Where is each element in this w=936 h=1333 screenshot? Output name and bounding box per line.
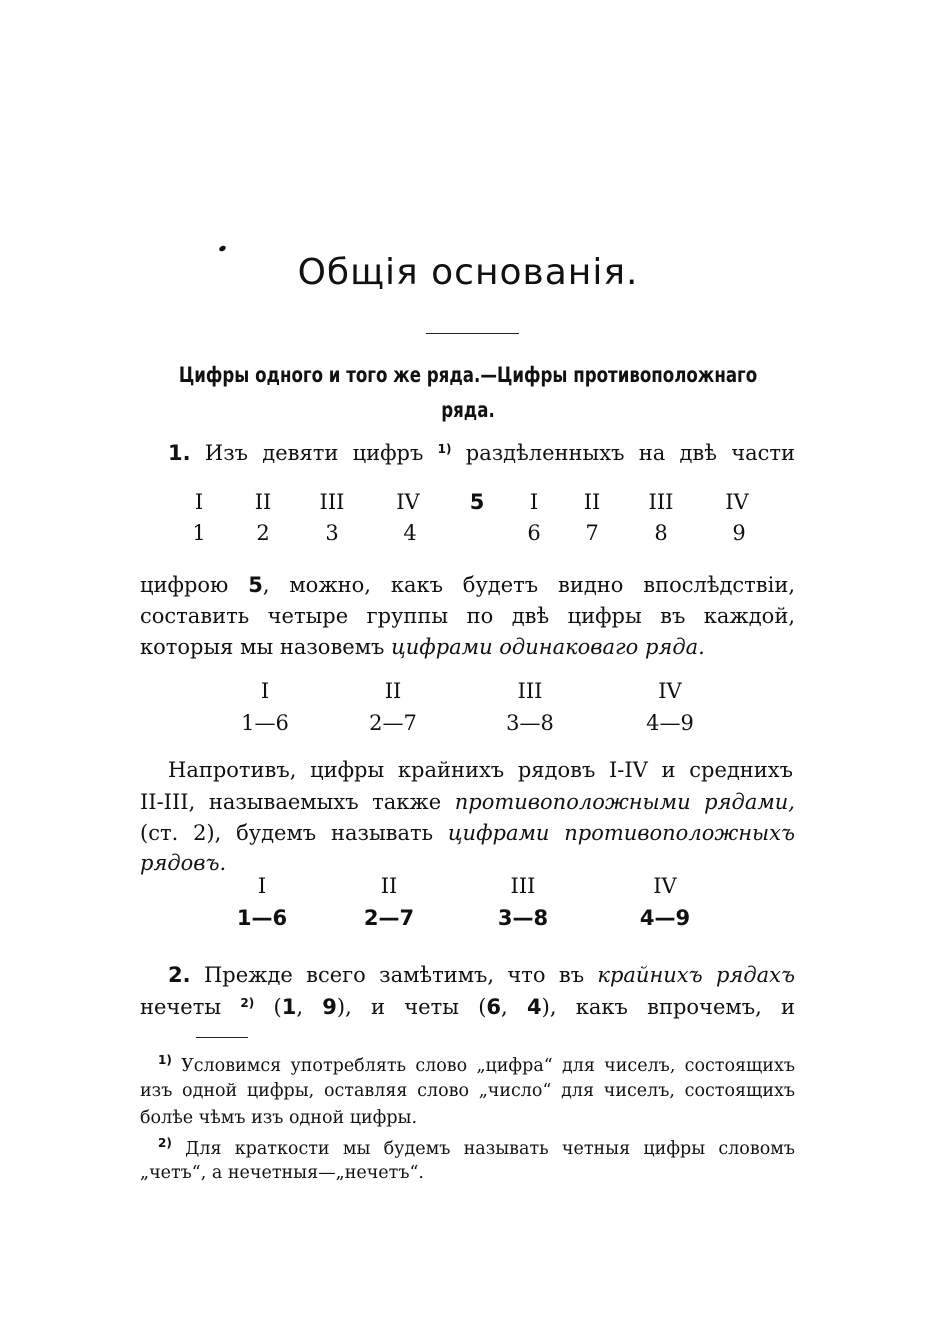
digit-cell: 9 xyxy=(732,521,746,545)
digit-cell: 2 xyxy=(256,521,270,545)
pair-cell: 1—6 xyxy=(236,906,288,930)
title-rule xyxy=(426,333,519,334)
emphasis-text: противоположными рядами, xyxy=(454,790,795,814)
roman-cell: II xyxy=(254,490,272,514)
roman-cell: III xyxy=(517,679,543,703)
paragraph-b-line-2: II-III, называемыхъ также противоположными рядами, xyxy=(140,790,795,814)
paragraph-2-line-1: 2. Прежде всего замѣтимъ, что въ крайнихъ рядахъ xyxy=(168,963,795,987)
footnote-marker: 1) xyxy=(158,1053,172,1067)
paragraph-b-line-4 xyxy=(140,851,795,875)
roman-cell: IV xyxy=(653,874,677,898)
roman-cell: IV xyxy=(725,490,749,514)
footnote-ref-1[interactable]: 1) xyxy=(437,442,452,456)
roman-cell: II xyxy=(380,874,398,898)
emphasis-text: цифрами противоположныхъ xyxy=(447,821,795,845)
footnote-ref-2[interactable]: 2) xyxy=(240,996,255,1010)
footnote-separator xyxy=(196,1037,248,1038)
paragraph-2-line-2: нечеты $^{2)}$ (1, 9), и четы (6, 4), какъ впрочемъ, и xyxy=(140,995,796,1019)
footnote-2-line-1: $^{2)}$ Для краткости мы будемъ называть четныя цифры словомъ xyxy=(158,1136,795,1159)
digit-cell: 3 xyxy=(325,521,339,545)
pair-cell: 3—8 xyxy=(506,711,554,735)
pair-cell: 4—9 xyxy=(646,711,694,735)
roman-cell: I xyxy=(260,679,270,703)
roman-cell: IV xyxy=(658,679,682,703)
pair-cell: 3—8 xyxy=(497,906,549,930)
pair-cell: 2—7 xyxy=(369,711,417,735)
footnote-marker: 2) xyxy=(158,1136,172,1150)
footnote-1-line-3: болѣе чѣмъ изъ одной цифры. xyxy=(140,1108,418,1128)
pair-cell: 2—7 xyxy=(363,906,415,930)
pair-cell: 4—9 xyxy=(639,906,691,930)
digit-cell: 1 xyxy=(192,521,206,545)
section-heading-line-2: ряда. xyxy=(441,398,495,422)
roman-cell: I xyxy=(257,874,267,898)
roman-cell: III xyxy=(648,490,674,514)
pair-cell: 1—6 xyxy=(241,711,289,735)
paragraph-b-line-3: (ст. 2), будемъ называть цифрами противоположныхъ xyxy=(140,821,795,845)
roman-cell: I xyxy=(529,490,539,514)
footnote-1-line-1: $^{1)}$ Условимся употреблять слово „цифра“ для чиселъ, состоящихъ xyxy=(158,1053,795,1076)
digit-cell: 7 xyxy=(585,521,599,545)
paragraph-1-line-1: 1. Изъ девяти цифръ $^{1)}$ раздѣленныхъ на двѣ части xyxy=(168,441,795,465)
emphasis-text: цифрами одинаковаго ряда. xyxy=(391,635,705,659)
roman-cell: II xyxy=(583,490,601,514)
footnote-2-line-2: „четъ“, а нечетныя—„нечетъ“. xyxy=(140,1163,424,1183)
paragraph-number: 2. xyxy=(168,963,191,987)
roman-cell: II xyxy=(384,679,402,703)
paragraph-1-line-4: которыя мы назовемъ цифрами одинаковаго ряда. xyxy=(140,635,705,659)
center-digit: 5 xyxy=(469,490,485,514)
digit-cell: 4 xyxy=(403,521,417,545)
roman-cell: IV xyxy=(396,490,420,514)
digit-cell: 8 xyxy=(654,521,668,545)
paragraph-b-line-1: Напротивъ, цифры крайнихъ рядовъ I-IV и среднихъ xyxy=(168,758,793,782)
paragraph-number: 1. xyxy=(168,441,191,465)
roman-cell: I xyxy=(194,490,204,514)
page-title: Общія основанія. xyxy=(297,252,639,293)
digit-cell: 6 xyxy=(527,521,541,545)
paragraph-1-line-3: составить четыре группы по двѣ цифры въ каждой, xyxy=(140,604,795,628)
roman-cell: III xyxy=(319,490,345,514)
section-heading-line-1: Цифры одного и того же ряда.—Цифры противоположнаго xyxy=(178,363,758,387)
roman-cell: III xyxy=(510,874,536,898)
paragraph-1-line-2: цифрою 5, можно, какъ будетъ видно впослѣдствіи, xyxy=(140,573,796,597)
emphasis-text: рядовъ. xyxy=(140,851,227,875)
footnote-1-line-2: изъ одной цифры, оставляя слово „число“ для чиселъ, состоящихъ xyxy=(140,1081,795,1101)
emphasis-text: крайнихъ рядахъ xyxy=(597,963,795,987)
